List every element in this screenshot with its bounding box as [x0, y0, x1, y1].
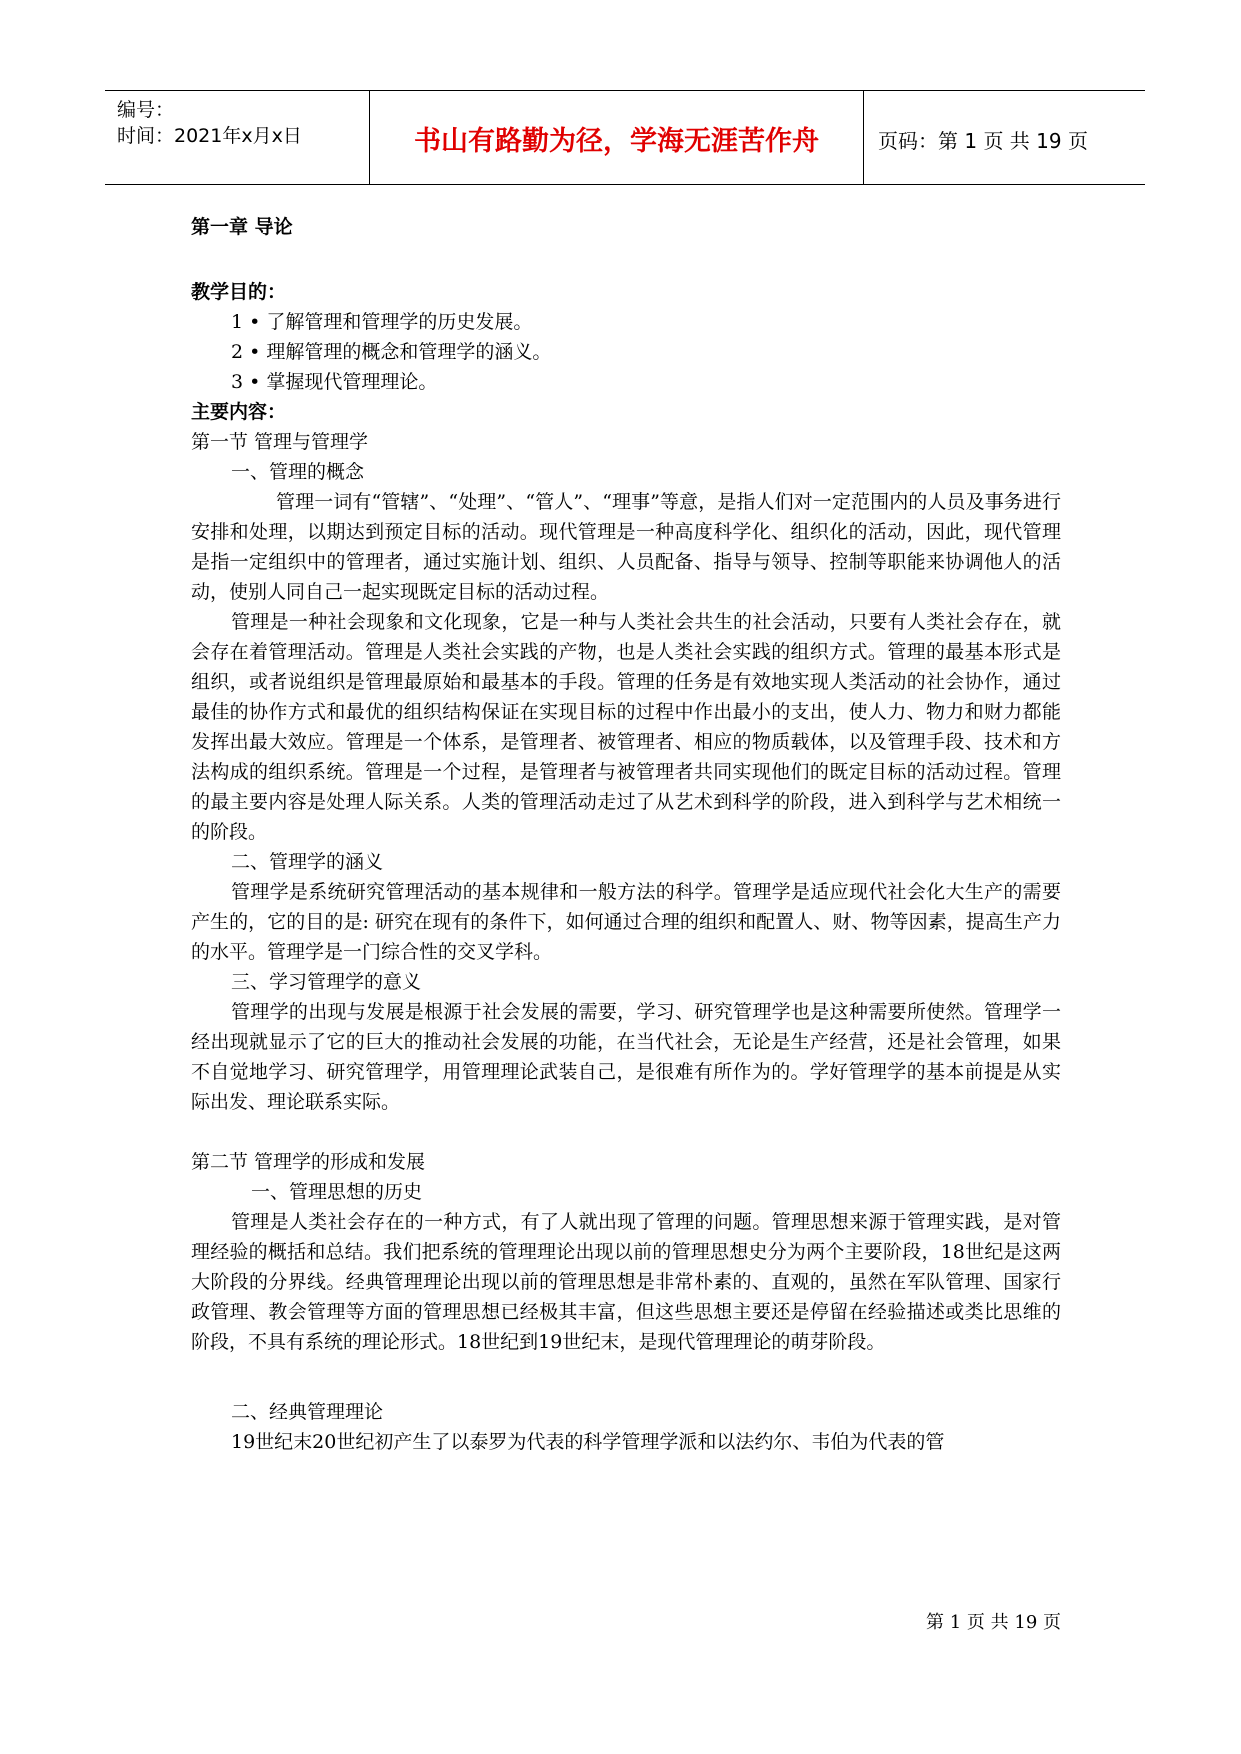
section-title: 第一节 管理与管理学 [191, 431, 369, 453]
section-title: 第二节 管理学的形成和发展 [191, 1151, 426, 1173]
document-number-label: 编号： [117, 99, 175, 121]
subsection-title: 二、管理学的涵义 [231, 851, 384, 873]
teaching-goals-heading: 教学目的： [191, 281, 287, 303]
header-page-number: 页码：第 1 页 共 19 页 [878, 129, 1088, 153]
teaching-goal-item: 2 • 理解管理的概念和管理学的涵义。 [231, 341, 552, 363]
header-motto: 书山有路勤为径，学海无涯苦作舟 [414, 126, 819, 157]
main-content-heading: 主要内容： [191, 401, 287, 423]
chapter-title: 第一章 导论 [191, 216, 293, 238]
header-motto-cell [370, 91, 864, 184]
subsection-title: 一、管理的概念 [231, 461, 365, 483]
body-paragraph: 19世纪末20世纪初产生了以泰罗为代表的科学管理学派和以法约尔、韦伯为代表的管 [231, 1431, 945, 1453]
spacer [191, 1117, 1061, 1147]
subsection-title: 一、管理思想的历史 [251, 1181, 423, 1203]
subsection-title: 二、经典管理理论 [231, 1401, 384, 1423]
body-paragraph: 管理是人类社会存在的一种方式，有了人就出现了管理的问题。管理思想来源于管理实践，是对管理经验的概括和总结。我们把系统的管理理论出现以前的管理思想史分为两个主要阶段，18世纪是这两大阶段的分界线。经典管理理论出现以前的管理思想是非常朴素的、直观的，虽然在军队管理、国家行政管理、教会管理等方面的管理思想已经极其丰富，但这些思想主要还是停留在经验描述或类比思维的阶段，不具有系统的理论形式。18世纪到19世纪末，是现代管理理论的萌芽阶段。 [191, 1211, 1061, 1353]
spacer [191, 1357, 1061, 1397]
teaching-goal-item: 1 • 了解管理和管理学的历史发展。 [231, 311, 533, 333]
header-page-cell [864, 91, 1145, 184]
teaching-goal-item: 3 • 掌握现代管理理论。 [231, 371, 438, 393]
body-paragraph: 管理学的出现与发展是根源于社会发展的需要，学习、研究管理学也是这种需要所使然。管理学一经出现就显示了它的巨大的推动社会发展的功能，在当代社会，无论是生产经营，还是社会管理，如果不自觉地学习、研究管理学，用管理理论武装自己，是很难有所作为的。学好管理学的基本前提是从实际出发、理论联系实际。 [191, 1001, 1061, 1113]
page-header [105, 90, 1145, 185]
subsection-title: 三、学习管理学的意义 [231, 971, 422, 993]
document-time-label: 时间：2021年x月x日 [117, 125, 302, 147]
page-footer: 第 1 页 共 19 页 [926, 1612, 1061, 1633]
body-paragraph: 管理是一种社会现象和文化现象，它是一种与人类社会共生的社会活动，只要有人类社会存在，就会存在着管理活动。管理是人类社会实践的产物，也是人类社会实践的组织方式。管理的最基本形式是组织，或者说组织是管理最原始和最基本的手段。管理的任务是有效地实现人类活动的社会协作，通过最佳的协作方式和最优的组织结构保证在实现目标的过程中作出最小的支出，使人力、物力和财力都能发挥出最大效应。管理是一个体系，是管理者、被管理者、相应的物质载体，以及管理手段、技术和方法构成的组织系统。管理是一个过程，是管理者与被管理者共同实现他们的既定目标的活动过程。管理的最主要内容是处理人际关系。人类的管理活动走过了从艺术到科学的阶段，进入到科学与艺术相统一的阶段。 [191, 611, 1061, 843]
body-paragraph: 管理学是系统研究管理活动的基本规律和一般方法的科学。管理学是适应现代社会化大生产的需要产生的，它的目的是: 研究在现有的条件下，如何通过合理的组织和配置人、财、物等因素，提高生产力的水平。管理学是一门综合性的交叉学科。 [191, 881, 1061, 963]
document-body [191, 212, 1061, 1457]
header-info-cell [105, 91, 370, 184]
body-paragraph: 管理一词有“管辖”、“处理”、“管人”、“理事”等意，是指人们对一定范围内的人员及事务进行安排和处理，以期达到预定目标的活动。现代管理是一种高度科学化、组织化的活动，因此，现代管理是指一定组织中的管理者，通过实施计划、组织、人员配备、指导与领导、控制等职能来协调他人的活动，使别人同自己一起实现既定目标的活动过程。 [191, 491, 1061, 603]
